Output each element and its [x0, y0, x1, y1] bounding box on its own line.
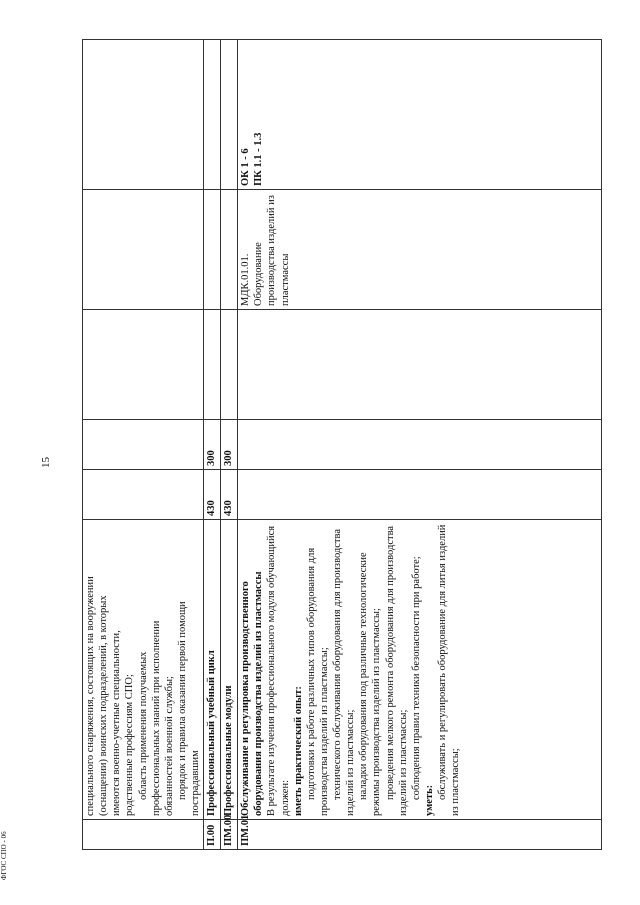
cell-competencies — [221, 40, 238, 190]
page-number: 15 — [40, 457, 52, 468]
cell-index: П.00 — [204, 820, 221, 850]
footer-code: ФГОС СПО - 06 — [0, 831, 8, 880]
cell-blank — [204, 310, 221, 420]
cell-hours-required: 300 — [221, 420, 238, 470]
cell-blank — [238, 310, 602, 420]
skills-item: обслуживать и регулировать оборудование для литья изделий из пластмассы; — [437, 524, 462, 816]
cell-hours-required — [238, 420, 602, 470]
experience-item: проведения мелкого ремонта оборудования для производства изделий из пластмассы; — [384, 525, 409, 816]
experience-item: соблюдения правил техники безопасности при работе; — [410, 556, 422, 800]
desc-line: область применения получаемых — [137, 651, 149, 800]
desc-line: имеются военно-учетные специальности, — [111, 630, 123, 816]
cell-mdk — [83, 190, 204, 310]
desc-line: пострадавшим — [190, 750, 201, 816]
table-row-p00 — [204, 40, 221, 850]
experience-item: подготовки к работе различных типов оборудования для производства изделий из пластмассы; — [305, 547, 330, 816]
competency-pk: ПК 1.1 - 1.3 — [253, 132, 265, 186]
cell-index — [83, 820, 204, 850]
desc-line: обязанностей военной службы; — [163, 676, 175, 816]
desc-line: профессиональных знаний при исполнении — [150, 620, 162, 816]
table-row-previous — [83, 40, 204, 850]
cell-hours-total — [238, 470, 602, 520]
cell-blank — [221, 310, 238, 420]
cell-competencies — [204, 40, 221, 190]
desc-line: специального снаряжения, состоящих на вооружении — [85, 576, 96, 816]
experience-item: наладки оборудования под различные технологические режимы производства изделий из пластмассы; — [358, 552, 383, 816]
cell-description — [238, 520, 602, 820]
desc-line: порядок и правила оказания первой помощи — [176, 601, 188, 800]
cell-title: Профессиональные модули — [221, 520, 238, 820]
module-intro: В результате изучения профессионального модуля обучающийся должен: — [266, 525, 291, 816]
cell-index: ПМ.01 — [238, 820, 602, 850]
cell-title: Профессиональный учебный цикл — [204, 520, 221, 820]
desc-line: (оснащении) воинских подразделений, в которых — [98, 595, 110, 816]
cell-index: ПМ.00 — [221, 820, 238, 850]
desc-line: родственные профессиям СПО; — [124, 674, 136, 816]
experience-item: технического обслуживания оборудования для производства изделий из пластмассы; — [332, 529, 357, 816]
experience-label: иметь практический опыт: — [292, 686, 304, 816]
competency-ok: ОК 1 - 6 — [240, 148, 252, 186]
cell-hours-total: 430 — [221, 470, 238, 520]
cell-competencies — [238, 40, 602, 190]
cell-mdk — [204, 190, 221, 310]
cell-description — [83, 520, 204, 820]
cell-hours-required — [83, 420, 204, 470]
cell-blank — [83, 310, 204, 420]
curriculum-table — [82, 39, 602, 850]
table-row-pm00 — [221, 40, 238, 850]
cell-mdk — [221, 190, 238, 310]
cell-hours-total — [83, 470, 204, 520]
module-title: Обслуживание и регулировка производственного оборудования производства изделий из пластмассы — [240, 571, 265, 816]
curriculum-table-container — [82, 40, 602, 850]
skills-label: уметь: — [423, 784, 435, 816]
cell-hours-required: 300 — [204, 420, 221, 470]
cell-hours-total: 430 — [204, 470, 221, 520]
cell-mdk: МДК.01.01. Оборудование производства изделий из пластмассы — [238, 190, 602, 310]
cell-competencies — [83, 40, 204, 190]
table-row-pm01 — [238, 40, 602, 850]
